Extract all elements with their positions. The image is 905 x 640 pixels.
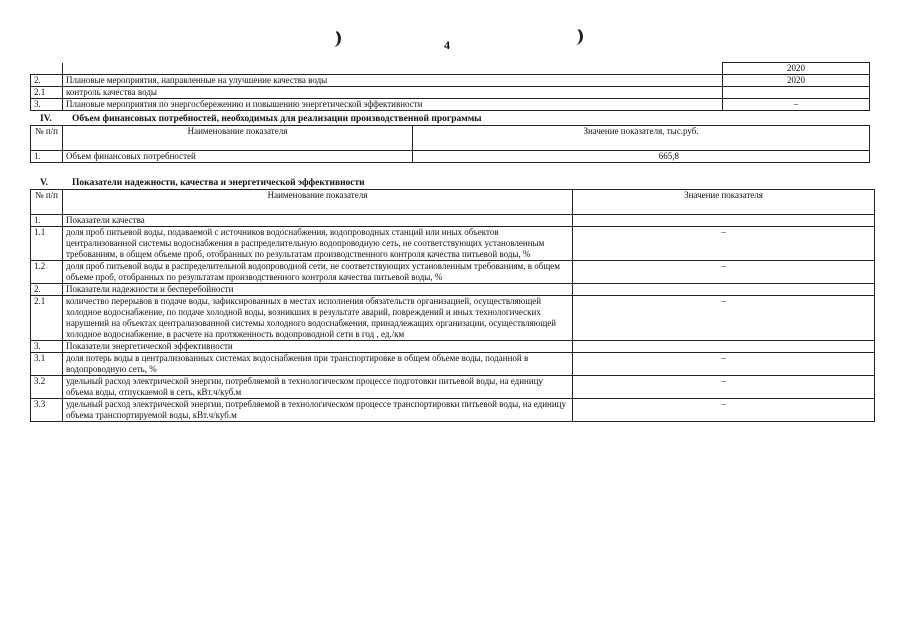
section4-table [30, 125, 870, 163]
row-text: Объем финансовых потребностей [63, 151, 413, 163]
row-text: доля проб питьевой воды, подаваемой с источников водоснабжения, водопроводных станций или иных объектов централизованной системы водоснабжения в распределительную водопроводную сеть, не соответствующих установленным требованиям, в общем объеме проб, отобранных по результатам производственного контроля качества питьевой воды, % [63, 227, 573, 261]
row-num: 2. [31, 75, 63, 87]
table-row [31, 376, 875, 399]
col-num-header: № п/п [31, 190, 63, 215]
row-num: 2. [31, 284, 63, 296]
table-row [31, 215, 875, 227]
row-text: Показатели надежности и бесперебойности [63, 284, 573, 296]
row-text: доля проб питьевой воды в распределительной водопроводной сети, не соответствующих установленным требованиям, в общем объеме проб, отобранных по результатам производственного контроля качества питьевой воды, % [63, 261, 573, 284]
section4-heading [40, 114, 482, 124]
section5-table [30, 189, 875, 422]
col-value-header: Значение показателя, тыс.руб. [413, 126, 870, 151]
row-num: 3. [31, 99, 63, 111]
section5-heading [40, 178, 365, 188]
section5-title: Показатели надежности, качества и энергетической эффективности [72, 178, 365, 188]
row-num: 3. [31, 341, 63, 353]
row-value: – [573, 261, 875, 284]
row-num: 1.2 [31, 261, 63, 284]
row-num: 3.1 [31, 353, 63, 376]
row-text: доля потерь воды в централизованных системах водоснабжения при транспортировке в общем объеме воды, поданной в водопроводную сеть, % [63, 353, 573, 376]
row-num: 1. [31, 215, 63, 227]
row-num: 3.3 [31, 399, 63, 422]
table-row [31, 151, 870, 163]
row-text [63, 63, 723, 75]
row-value: – [573, 227, 875, 261]
row-text: Показатели качества [63, 215, 573, 227]
row-value [573, 284, 875, 296]
row-value [573, 341, 875, 353]
row-value: – [573, 353, 875, 376]
table-row [31, 341, 875, 353]
row-text: Плановые мероприятия, направленные на улучшение качества воды [63, 75, 723, 87]
row-value: – [573, 376, 875, 399]
section4-roman: IV. [40, 114, 52, 124]
row-value: – [573, 296, 875, 341]
table-row [31, 353, 875, 376]
table-row [31, 227, 875, 261]
col-name-header: Наименование показателя [63, 190, 573, 215]
row-num: 2.1 [31, 87, 63, 99]
row-value: 2020 [723, 63, 870, 75]
table-row [31, 261, 875, 284]
top-table [30, 62, 870, 111]
row-value: – [723, 99, 870, 111]
page-number: 4 [444, 38, 450, 52]
row-text: контроль качества воды [63, 87, 723, 99]
punch-hole-left-icon [326, 30, 341, 47]
row-value: 2020 [723, 75, 870, 87]
punch-hole-right-icon [568, 28, 583, 45]
table-row [31, 75, 870, 87]
row-text: количество перерывов в подаче воды, зафиксированных в местах исполнения обязательств организацией, осуществляющей холодное водоснабжение, по подаче холодной воды, возникших в результате аварий, повреждений и иных технологических нарушений на объектах централизованной системы холодного водоснабжения, принадлежащих организации, осуществляющей холодное водоснабжение, в расчете на протяженность водопроводной сети в год , ед./км [63, 296, 573, 341]
section5-roman: V. [40, 178, 49, 188]
table-row [31, 99, 870, 111]
section4-title: Объем финансовых потребностей, необходимых для реализации производственной программы [72, 114, 482, 124]
header-row [31, 190, 875, 215]
col-name-header: Наименование показателя [63, 126, 413, 151]
row-text: удельный расход электрической энергии, потребляемой в технологическом процессе подготовки питьевой воды, на единицу объема воды, отпускаемой в сеть, кВт.ч/куб.м [63, 376, 573, 399]
row-num: 3.2 [31, 376, 63, 399]
row-text: Показатели энергетической эффективности [63, 341, 573, 353]
col-value-header: Значение показателя [573, 190, 875, 215]
header-row [31, 126, 870, 151]
row-num: 2.1 [31, 296, 63, 341]
row-num: 1. [31, 151, 63, 163]
row-num [31, 63, 63, 75]
row-value: – [573, 399, 875, 422]
row-text: удельный расход электрической энергии, потребляемой в технологическом процессе транспортировки питьевой воды, на единицу объема транспортируемой воды, кВт.ч/куб.м [63, 399, 573, 422]
row-value: 665,8 [413, 151, 870, 163]
row-value [573, 215, 875, 227]
table-row [31, 87, 870, 99]
col-num-header: № п/п [31, 126, 63, 151]
row-value [723, 87, 870, 99]
table-row [31, 284, 875, 296]
table-row [31, 296, 875, 341]
row-text: Плановые мероприятия по энергосбережению и повышению энергетической эффективности [63, 99, 723, 111]
row-num: 1.1 [31, 227, 63, 261]
table-row [31, 63, 870, 75]
table-row [31, 399, 875, 422]
